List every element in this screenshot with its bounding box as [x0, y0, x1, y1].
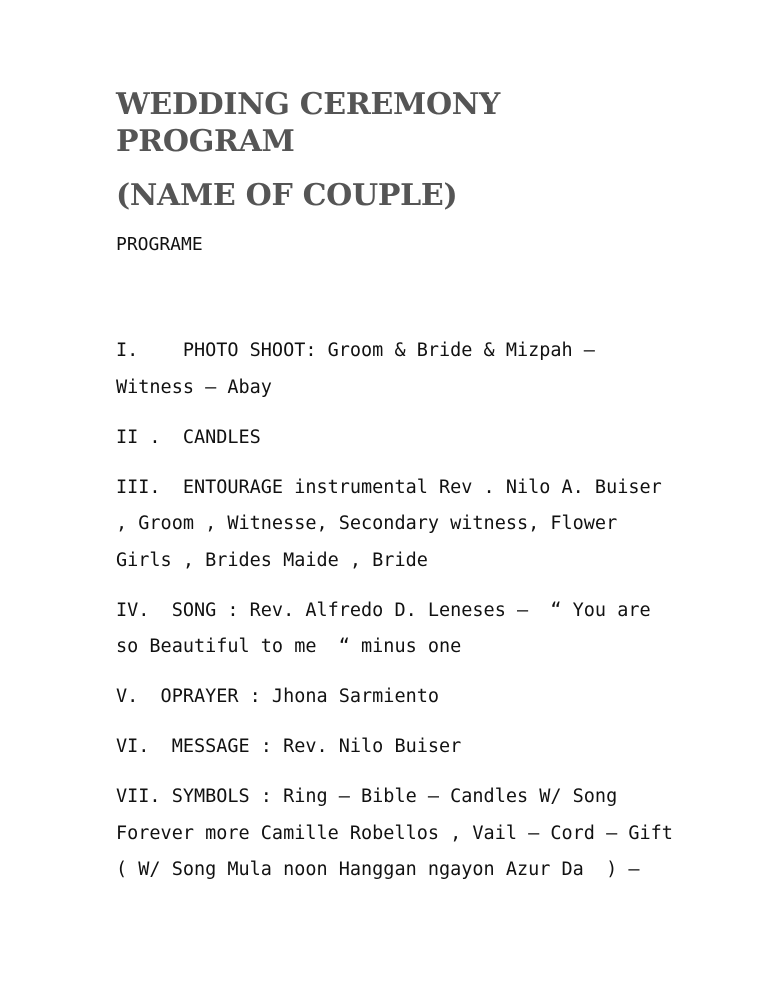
program-item-candles: II . CANDLES: [116, 426, 261, 448]
program-item-symbols: VII. SYMBOLS : Ring – Bible – Candles W/ Song Forever more Camille Robellos , Vail – Cord – Gift ( W/ Song Mula noon Hanggan ngayon Azur Da ) –: [116, 786, 685, 880]
program-item-prayer: V. OPRAYER : Jhona Sarmiento: [116, 686, 440, 707]
program-item-entourage: III. ENTOURAGE instrumental Rev . Nilo A. Buiser , Groom , Witnesse, Secondary witness, Flower Girls , Brides Maide , Bride: [116, 476, 673, 571]
document-page: [116, 86, 685, 902]
program-item-message: VI. MESSAGE : Rev. Nilo Buiser: [116, 736, 462, 757]
program-item-list: [116, 333, 685, 889]
programme-label: PROGRAME: [116, 234, 203, 255]
program-title: WEDDING CEREMONY PROGRAM: [116, 87, 501, 159]
program-item-song: IV. SONG : Rev. Alfredo D. Leneses – “ You are so Beautiful to me “ minus one: [116, 599, 662, 657]
program-item-photo-shoot: I. PHOTO SHOOT: Groom & Bride & Mizpah – Witness – Abay: [116, 340, 607, 398]
couple-name-heading: (NAME OF COUPLE): [116, 178, 458, 213]
